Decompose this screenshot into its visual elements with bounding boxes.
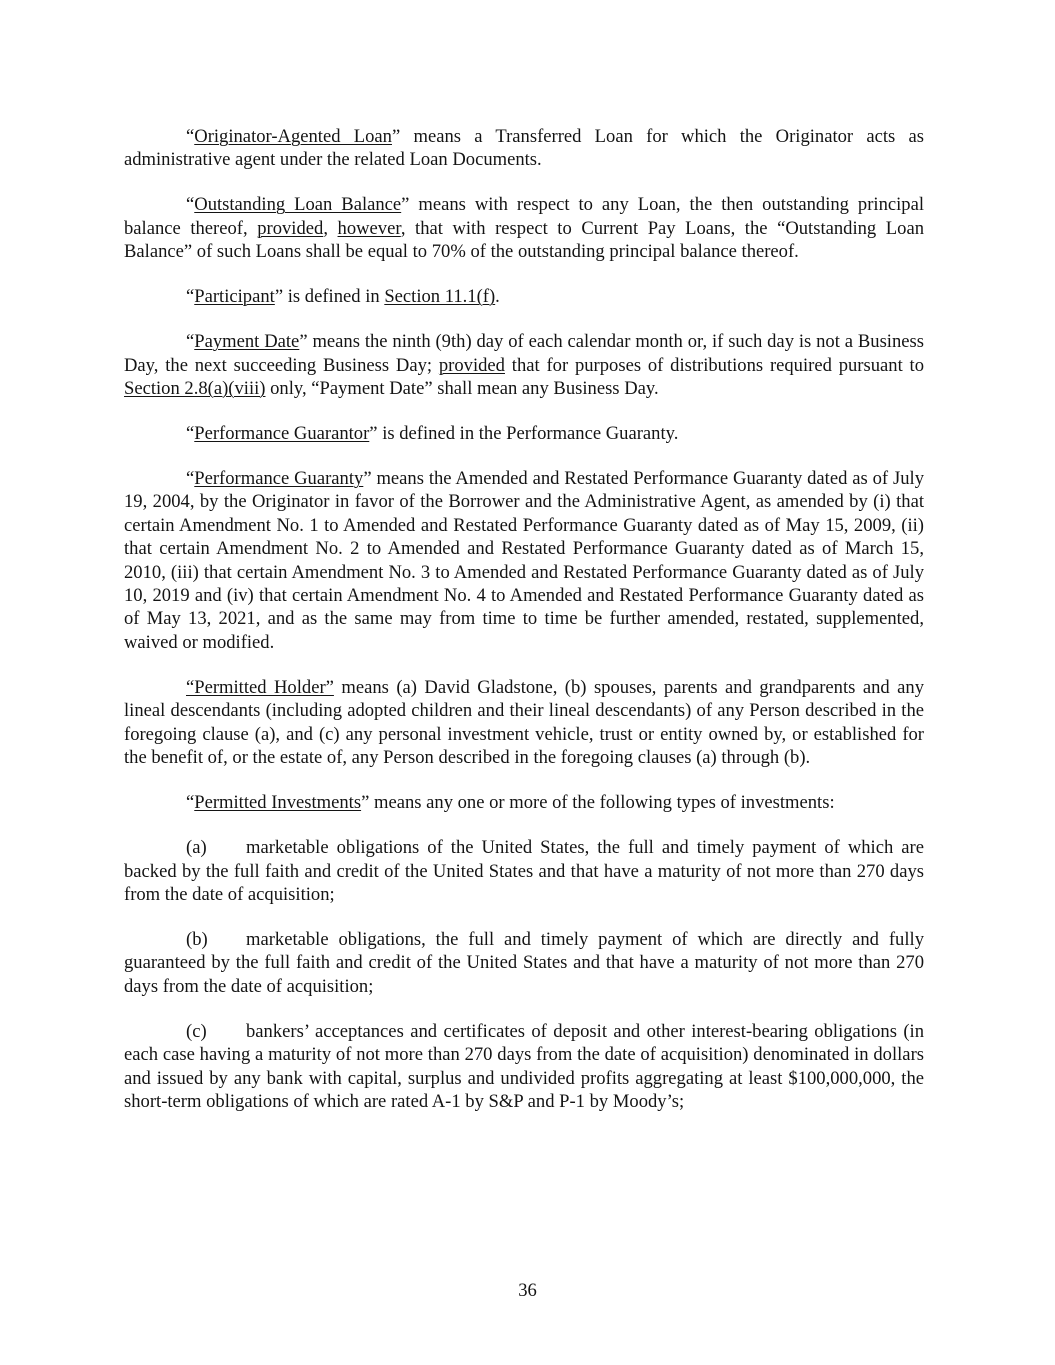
- definition-text: is defined in the Performance Guaranty.: [377, 423, 679, 445]
- definition-text: that for purposes of distributions required pursuant to: [504, 354, 924, 376]
- section-reference: Section 11.1(f): [384, 286, 496, 308]
- defined-term: Participant: [194, 286, 275, 308]
- close-quote: ”: [299, 331, 308, 353]
- defined-term: Performance Guarantor: [194, 423, 370, 445]
- definition-text: only, “Payment Date” shall mean any Business Day.: [265, 378, 659, 400]
- provided-emphasis: provided: [438, 354, 505, 376]
- definition-participant: [124, 285, 924, 308]
- item-text: marketable obligations, the full and timely payment of which are directly and fully guaranteed by the full faith and credit of the United States and that have a maturity of not more than 270 days from the date of acquisition;: [124, 928, 924, 997]
- separator: ,: [323, 217, 338, 239]
- close-quote: ”: [369, 423, 378, 445]
- open-quote: “: [186, 792, 195, 814]
- item-label: (a): [186, 837, 207, 859]
- provided-emphasis: provided: [257, 217, 324, 239]
- section-reference: Section 2.8(a)(viii): [124, 378, 266, 400]
- close-quote: ”: [363, 468, 372, 490]
- definition-text: .: [495, 286, 500, 308]
- definition-payment-date: [124, 330, 924, 400]
- defined-term: Permitted Investments: [194, 792, 362, 814]
- open-quote: “: [186, 423, 195, 445]
- definition-performance-guaranty: [124, 467, 924, 654]
- definition-text: means the ninth (9th) day of each calendar month or, if such day is not a Business Day, the next succeeding Business Day;: [124, 331, 924, 376]
- definition-text: means with respect to any Loan, the then outstanding principal balance thereof,: [124, 194, 924, 239]
- item-label: (c): [186, 1020, 207, 1042]
- defined-term: Payment Date: [194, 331, 300, 353]
- open-quote: “: [186, 126, 195, 147]
- close-quote: ”: [361, 792, 370, 814]
- definition-text: , that with respect to Current Pay Loans, the “Outstanding Loan Balance” of such Loans shall be equal to 70% of the outstanding principal balance thereof.: [124, 217, 924, 263]
- document-page: [124, 125, 924, 1135]
- definition-outstanding-loan-balance: [124, 193, 924, 263]
- item-text: marketable obligations of the United States, the full and timely payment of which are backed by the full faith and credit of the United States and that have a maturity of not more than 270 days from the date of acquisition;: [124, 837, 924, 905]
- page-number: 36: [518, 1280, 537, 1301]
- open-quote: “: [186, 468, 195, 490]
- investment-item-a: [124, 836, 924, 906]
- open-quote: “: [186, 194, 195, 216]
- open-quote: “: [186, 331, 195, 353]
- close-quote: ”: [274, 286, 284, 308]
- investment-item-c: [124, 1020, 924, 1114]
- investment-item-b: [124, 928, 924, 998]
- definition-text: is defined in: [283, 286, 385, 308]
- item-text: bankers’ acceptances and certificates of deposit and other interest-bearing obligations (in each case having a maturity of not more than 270 days from the date of acquisition) denominated in dollars and issued by any bank with capital, surplus and undivided profits aggregating at least $100,000,000, the short-term obligations of which are rated A-1 by S&P and P-1 by Moody’s;: [124, 1020, 924, 1112]
- close-quote: ”: [401, 194, 410, 216]
- close-quote: ”: [391, 126, 401, 147]
- defined-term: Originator-Agented Loan: [194, 126, 392, 147]
- definition-permitted-investments: [124, 791, 924, 814]
- defined-term: Performance Guaranty: [194, 468, 364, 490]
- item-label: (b): [186, 928, 208, 950]
- defined-term: Outstanding Loan Balance: [194, 194, 402, 216]
- definition-text: means (a) David Gladstone, (b) spouses, parents and grandparents and any lineal descendants (including adopted children and their lineal descendants) of any Person described in the foregoing clause (a), and (c) any personal investment vehicle, trust or entity owned by, or established for the benefit of, or the estate of, any Person described in the foregoing clauses (a) through (b).: [124, 676, 924, 769]
- definition-text: means a Transferred Loan for which the Originator acts as administrative agent under the related Loan Documents.: [124, 126, 924, 171]
- definition-permitted-holder: [124, 676, 924, 770]
- defined-term: “Permitted Holder”: [186, 676, 334, 698]
- definition-performance-guarantor: [124, 422, 924, 445]
- definition-text: means any one or more of the following types of investments:: [369, 792, 835, 814]
- however-emphasis: however: [337, 217, 401, 239]
- open-quote: “: [186, 286, 195, 308]
- definition-originator-agented-loan: [124, 125, 924, 172]
- definition-text: means the Amended and Restated Performance Guaranty dated as of July 19, 2004, by the Originator in favor of the Borrower and the Administrative Agent, as amended by (i) that certain Amendment No. 1 to Amended and Restated Performance Guaranty dated as of May 15, 2009, (ii) that certain Amendment No. 2 to Amended and Restated Performance Guaranty dated as of March 15, 2010, (iii) that certain Amendment No. 3 to Amended and Restated Performance Guaranty dated as of July 10, 2019 and (iv) that certain Amendment No. 4 to Amended and Restated Performance Guaranty dated as of May 13, 2021, and as the same may from time to time be further amended, restated, supplemented, waived or modified.: [124, 468, 924, 653]
